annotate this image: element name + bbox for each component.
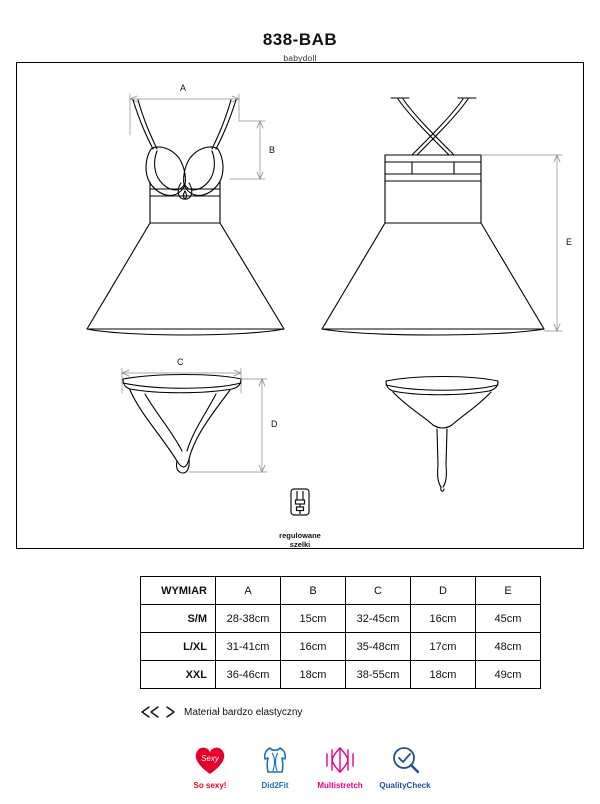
cell-b: 18cm [281, 661, 346, 689]
strap-note-line-2: szelki [289, 540, 311, 550]
cell-a: 31-41cm [216, 633, 281, 661]
badge-did2fit [245, 742, 305, 790]
elastic-material-text: Materiał bardzo elastyczny [184, 706, 303, 718]
badge-label: So sexy! [193, 781, 227, 790]
elastic-material-note [140, 706, 302, 718]
table-header-c: C [346, 577, 411, 605]
table-header-wymiar: WYMIAR [141, 577, 216, 605]
dress-fit-icon [245, 742, 305, 778]
dimension-label-a: A [180, 83, 187, 93]
table-row [141, 605, 541, 633]
cell-d: 17cm [411, 633, 476, 661]
table-header-row [141, 577, 541, 605]
dimension-label-b: B [269, 145, 276, 155]
cell-d: 16cm [411, 605, 476, 633]
dimension-label-e: E [566, 237, 573, 247]
table-header-d: D [411, 577, 476, 605]
cell-d: 18cm [411, 661, 476, 689]
badge-qualitycheck [375, 742, 435, 790]
row-size-label: S/M [141, 605, 216, 633]
cell-a: 28-38cm [216, 605, 281, 633]
table-header-a: A [216, 577, 281, 605]
garment-drawings [17, 63, 583, 548]
cell-b: 16cm [281, 633, 346, 661]
product-type-label: babydoll [283, 53, 317, 63]
badge-label: Did2Fit [261, 781, 289, 790]
page-title: 838-BAB [262, 30, 338, 49]
badge-label: QualityCheck [379, 781, 431, 790]
cell-b: 15cm [281, 605, 346, 633]
adjustable-straps-note [0, 531, 600, 550]
badge-multistretch [310, 742, 370, 790]
dimension-label-d: D [271, 419, 278, 429]
page-header [0, 30, 600, 63]
magnifier-check-icon [375, 742, 435, 778]
row-size-label: L/XL [141, 633, 216, 661]
adjustable-straps-icon [283, 487, 317, 521]
adjustable-straps-block [0, 487, 600, 550]
double-arrow-stretch-icon [140, 706, 176, 718]
svg-text:Sexy: Sexy [201, 754, 219, 763]
table-row [141, 661, 541, 689]
cell-a: 36-46cm [216, 661, 281, 689]
cell-e: 49cm [476, 661, 541, 689]
cell-c: 35-48cm [346, 633, 411, 661]
cell-e: 45cm [476, 605, 541, 633]
row-size-label: XXL [141, 661, 216, 689]
table-row [141, 633, 541, 661]
cell-c: 32-45cm [346, 605, 411, 633]
cell-e: 48cm [476, 633, 541, 661]
strap-note-line-1: regulowane [279, 531, 321, 540]
feature-badges [180, 742, 435, 790]
table-header-b: B [281, 577, 346, 605]
badge-so-sexy [180, 742, 240, 790]
badge-label: Multistretch [317, 781, 363, 790]
size-table [140, 576, 541, 689]
dimension-label-c: C [177, 357, 184, 367]
table-header-e: E [476, 577, 541, 605]
sexy-heart-icon [180, 742, 240, 778]
multistretch-icon [310, 742, 370, 778]
technical-drawing-frame [16, 62, 584, 549]
cell-c: 38-55cm [346, 661, 411, 689]
